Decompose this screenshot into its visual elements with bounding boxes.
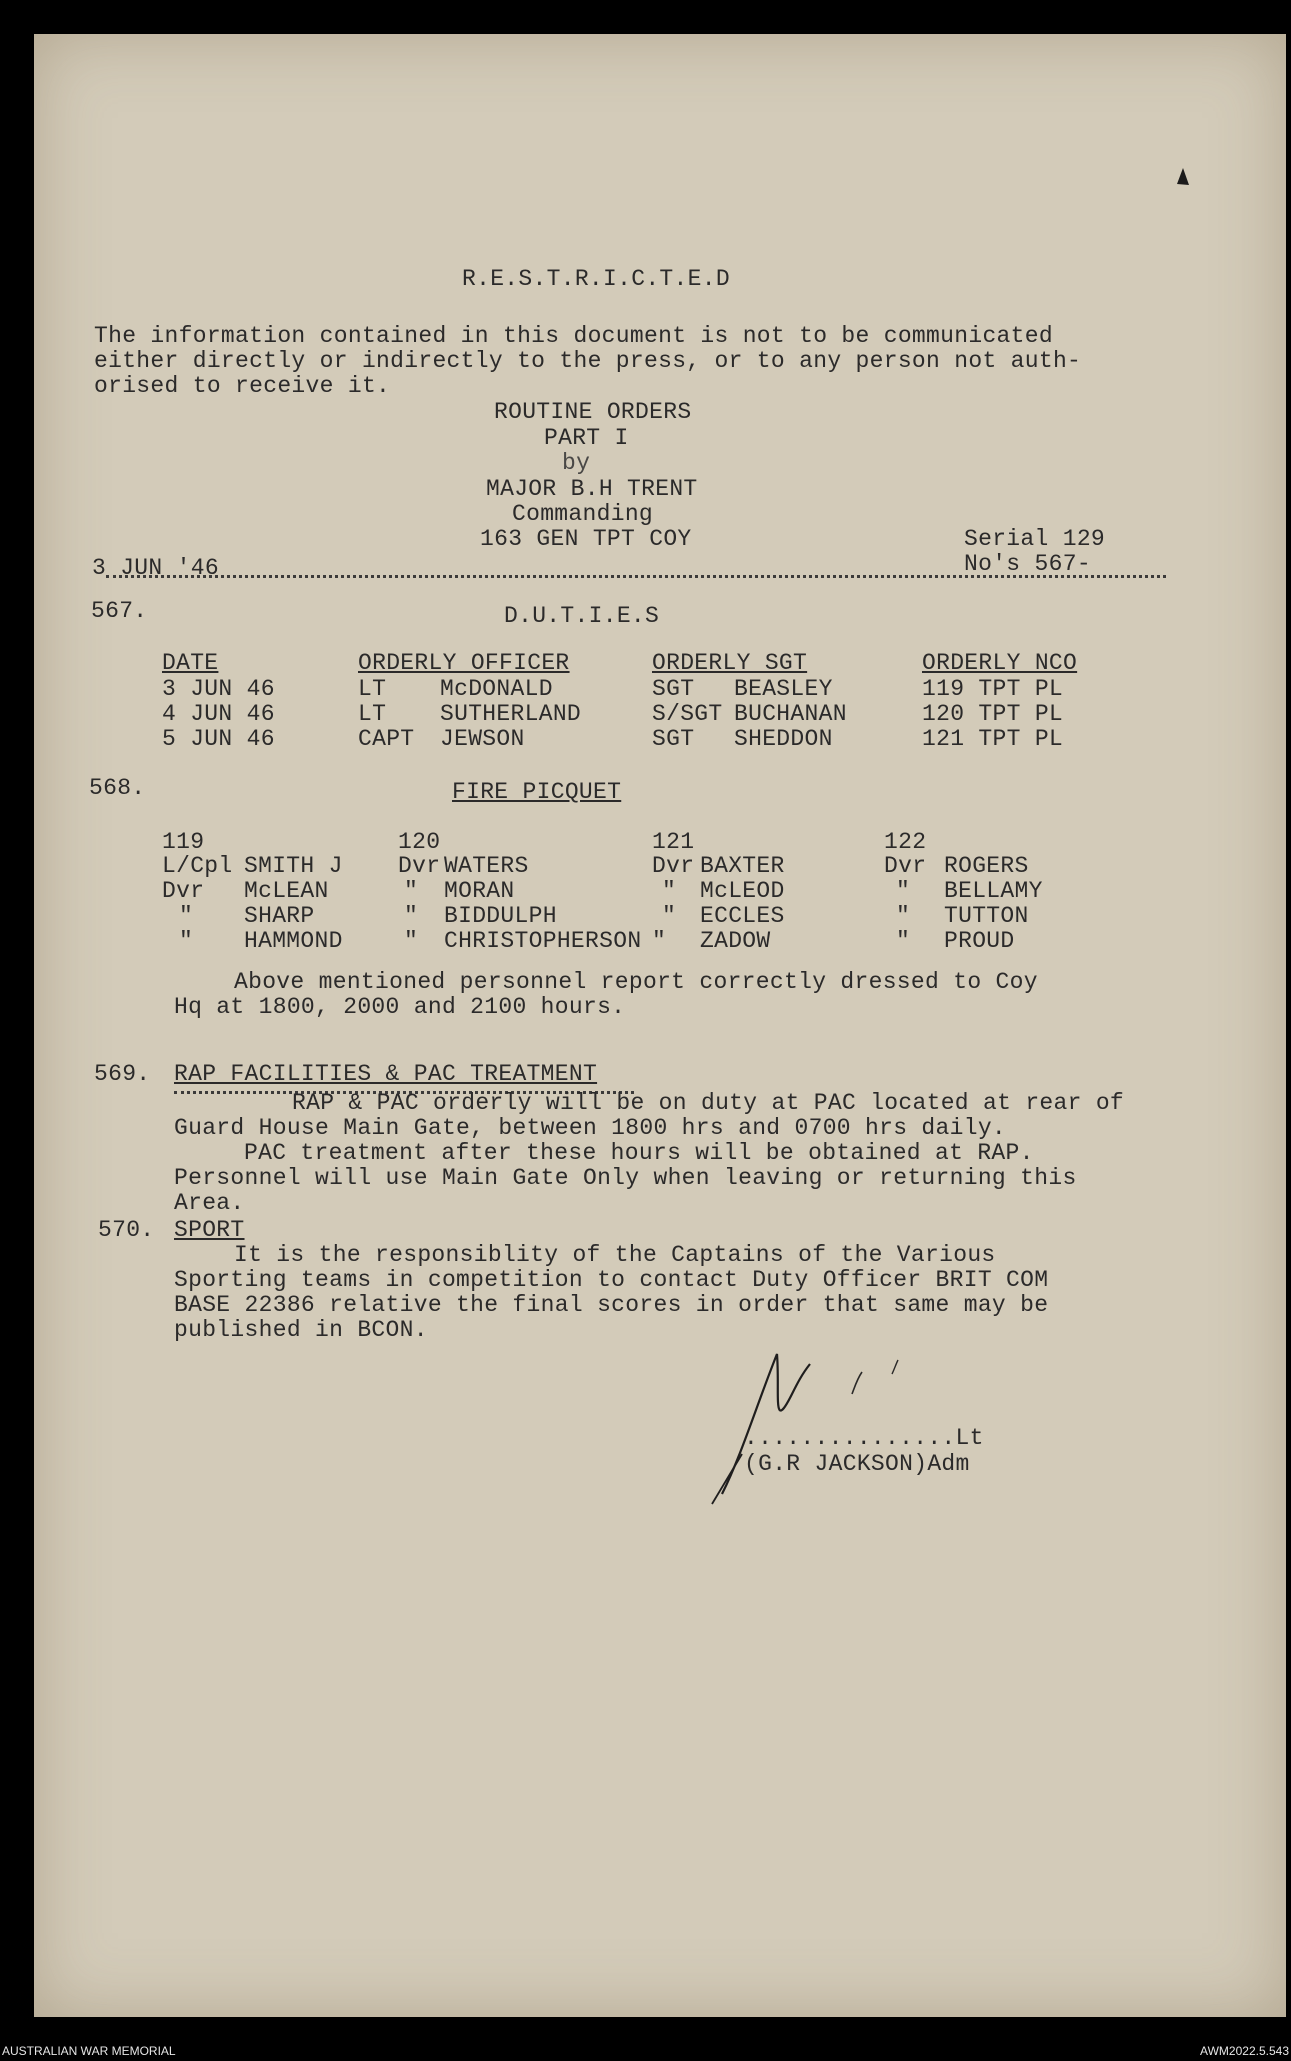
picquet-122-row-2-rank: " (896, 878, 911, 904)
duties-row-2-rank: LT (358, 701, 387, 727)
title-line-4: MAJOR B.H TRENT (486, 476, 698, 502)
duties-number: 567. (91, 598, 148, 624)
notice-line-1: The information contained in this document is not to be communicated (94, 323, 1053, 349)
rap-heading: RAP FACILITIES & PAC TREATMENT (174, 1061, 598, 1087)
duties-row-3-officer: JEWSON (440, 726, 525, 752)
picquet-119-row-4-rank: " (179, 928, 194, 954)
duties-header-date: DATE (162, 650, 219, 676)
picquet-unit-121: 121 (652, 829, 695, 855)
picquet-122-row-3-rank: " (896, 903, 911, 929)
signatory-name: (G.R JACKSON)Adm (744, 1451, 970, 1477)
handwritten-signature (702, 1334, 942, 1514)
duties-row-1-nco: 119 TPT PL (922, 676, 1064, 702)
serial-number: Serial 129 (964, 526, 1106, 552)
picquet-120-row-3-name: BIDDULPH (444, 903, 557, 929)
picquet-119-row-3-name: SHARP (244, 903, 315, 929)
picquet-119-row-2-rank: Dvr (162, 878, 205, 904)
picquet-119-row-4-name: HAMMOND (244, 928, 343, 954)
title-line-2: PART I (544, 425, 629, 451)
rap-line-1: RAP & PAC orderly will be on duty at PAC located at rear of (292, 1090, 1125, 1116)
picquet-unit-119: 119 (162, 829, 205, 855)
rap-line-4: Personnel will use Main Gate Only when leaving or returning this (174, 1165, 1077, 1191)
separator-dotted-line (106, 575, 1166, 578)
duties-row-1-sgt-rank: SGT (652, 676, 695, 702)
picquet-121-row-4-rank: " (652, 928, 667, 954)
duties-row-2-date: 4 JUN 46 (162, 701, 275, 727)
picquet-note-line-1: Above mentioned personnel report correctly dressed to Coy (234, 969, 1038, 995)
picquet-120-row-4-rank: " (404, 928, 419, 954)
sport-line-3: BASE 22386 relative the final scores in order that same may be (174, 1292, 1049, 1318)
fire-picquet-number: 568. (89, 775, 146, 801)
sport-line-1: It is the responsiblity of the Captains of the Various (234, 1242, 996, 1268)
duties-row-2-sgt-rank: S/SGT (652, 701, 723, 727)
picquet-119-row-3-rank: " (179, 903, 194, 929)
picquet-120-row-3-rank: " (404, 903, 419, 929)
document-date: 3 JUN '46 (92, 555, 219, 581)
picquet-121-row-1-name: BAXTER (700, 853, 785, 879)
picquet-119-row-1-name: SMITH J (244, 853, 343, 879)
picquet-122-row-2-name: BELLAMY (944, 878, 1043, 904)
picquet-122-row-4-rank: " (896, 928, 911, 954)
picquet-121-row-1-rank: Dvr (652, 853, 695, 879)
duties-header-nco: ORDERLY NCO (922, 650, 1078, 676)
fire-picquet-heading: FIRE PICQUET (452, 779, 622, 805)
picquet-122-row-1-rank: Dvr (884, 853, 927, 879)
sport-number: 570. (98, 1217, 155, 1243)
notice-line-3: orised to receive it. (94, 373, 391, 399)
ink-mark-icon (1176, 168, 1190, 186)
document-page (34, 34, 1286, 2017)
picquet-119-row-1-rank: L/Cpl (162, 853, 233, 879)
footer-institution: AUSTRALIAN WAR MEMORIAL (2, 2044, 176, 2058)
footer-accession-number: AWM2022.5.543 (1200, 2044, 1289, 2058)
title-line-1: ROUTINE ORDERS (494, 399, 692, 425)
picquet-121-row-2-name: McLEOD (700, 878, 785, 904)
duties-row-3-sgt: SHEDDON (734, 726, 833, 752)
duties-header-officer: ORDERLY OFFICER (358, 650, 570, 676)
title-line-5: Commanding (512, 501, 654, 527)
picquet-unit-120: 120 (398, 829, 441, 855)
picquet-120-row-1-name: WATERS (444, 853, 529, 879)
duties-row-2-officer: SUTHERLAND (440, 701, 582, 727)
duties-row-2-nco: 120 TPT PL (922, 701, 1064, 727)
picquet-121-row-2-rank: " (662, 878, 677, 904)
picquet-120-row-2-rank: " (404, 878, 419, 904)
duties-row-1-officer: McDONALD (440, 676, 553, 702)
duties-row-3-nco: 121 TPT PL (922, 726, 1064, 752)
duties-row-1-rank: LT (358, 676, 387, 702)
picquet-120-row-1-rank: Dvr (398, 853, 441, 879)
sport-heading: SPORT (174, 1217, 245, 1243)
signature-dotted-line: ...............Lt (744, 1425, 984, 1451)
order-numbers: No's 567- (964, 551, 1091, 577)
rap-line-2: Guard House Main Gate, between 1800 hrs and 0700 hrs daily. (174, 1115, 1007, 1141)
duties-row-1-sgt: BEASLEY (734, 676, 833, 702)
duties-row-3-rank: CAPT (358, 726, 415, 752)
picquet-122-row-3-name: TUTTON (944, 903, 1029, 929)
rap-line-3: PAC treatment after these hours will be obtained at RAP. (244, 1140, 1034, 1166)
title-line-6: 163 GEN TPT COY (480, 526, 692, 552)
rap-line-5: Area. (174, 1190, 245, 1216)
picquet-121-row-3-name: ECCLES (700, 903, 785, 929)
picquet-unit-122: 122 (884, 829, 927, 855)
sport-line-4: published in BCON. (174, 1317, 428, 1343)
picquet-122-row-4-name: PROUD (944, 928, 1015, 954)
picquet-120-row-2-name: MORAN (444, 878, 515, 904)
duties-row-1-date: 3 JUN 46 (162, 676, 275, 702)
duties-heading: D.U.T.I.E.S (504, 603, 660, 629)
duties-row-3-sgt-rank: SGT (652, 726, 695, 752)
rap-number: 569. (94, 1061, 151, 1087)
duties-header-sgt: ORDERLY SGT (652, 650, 808, 676)
picquet-121-row-4-name: ZADOW (700, 928, 771, 954)
picquet-note-line-2: Hq at 1800, 2000 and 2100 hours. (174, 994, 626, 1020)
notice-line-2: either directly or indirectly to the press, or to any person not auth- (94, 348, 1082, 374)
duties-row-3-date: 5 JUN 46 (162, 726, 275, 752)
duties-row-2-sgt: BUCHANAN (734, 701, 847, 727)
sport-line-2: Sporting teams in competition to contact Duty Officer BRIT COM (174, 1267, 1049, 1293)
restricted-heading: R.E.S.T.R.I.C.T.E.D (462, 266, 730, 292)
picquet-120-row-4-name: CHRISTOPHERSON (444, 928, 642, 954)
title-line-3: by (562, 450, 591, 476)
picquet-119-row-2-name: McLEAN (244, 878, 329, 904)
archive-footer (0, 2030, 1291, 2061)
picquet-121-row-3-rank: " (662, 903, 677, 929)
picquet-122-row-1-name: ROGERS (944, 853, 1029, 879)
